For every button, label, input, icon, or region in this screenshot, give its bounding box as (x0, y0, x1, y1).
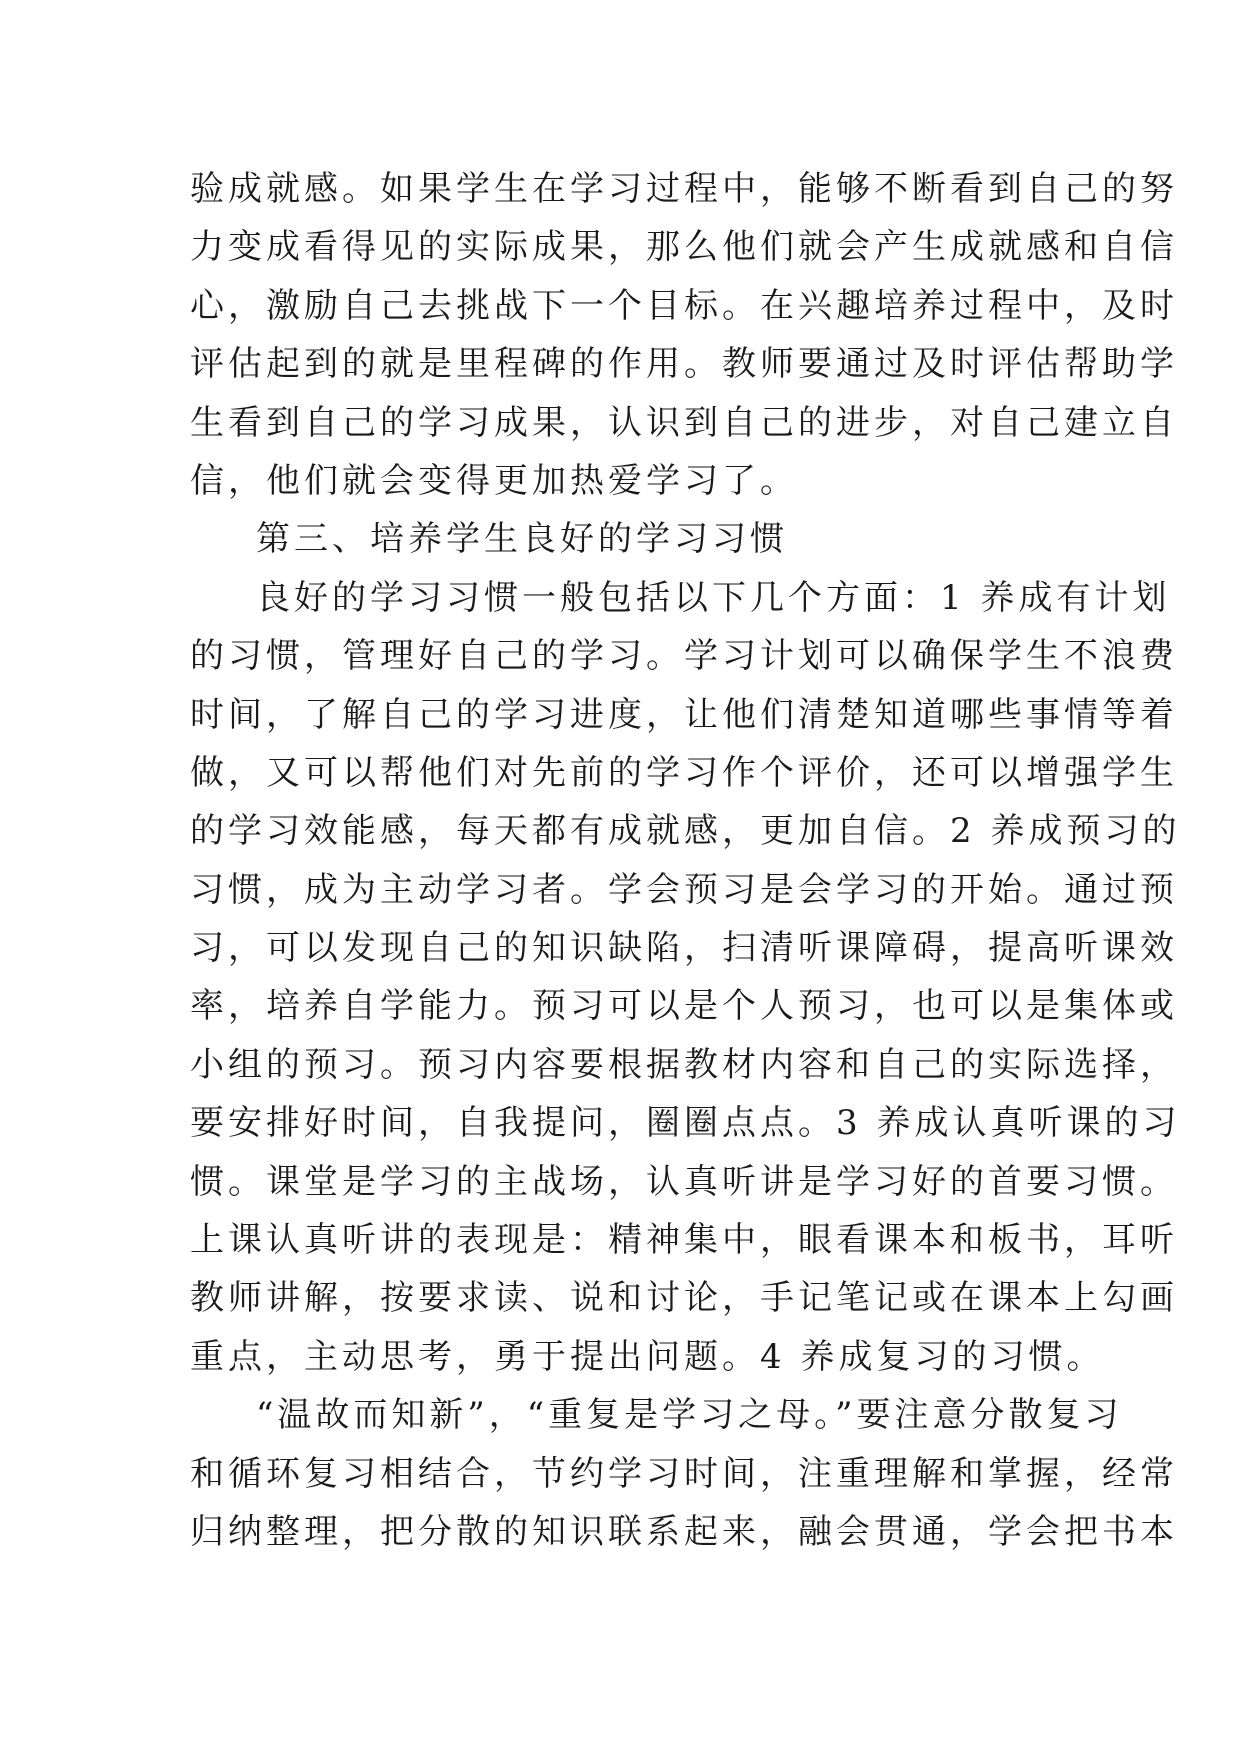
text-line: 率，培养自学能力。预习可以是个人预习，也可以是集体或 (190, 986, 1178, 1027)
text-line: 的习惯，管理好自己的学习。学习计划可以确保学生不浪费 (190, 636, 1178, 677)
text-line: 教师讲解，按要求读、说和讨论，手记笔记或在课本上勾画 (190, 1278, 1178, 1319)
text-line: 小组的预习。预习内容要根据教材内容和自己的实际选择， (190, 1044, 1178, 1085)
section-heading: 第三、培养学生良好的学习习惯 (256, 519, 788, 560)
text-line: 信，他们就会变得更加热爱学习了。 (190, 460, 798, 501)
text-line: 归纳整理，把分散的知识联系起来，融会贯通，学会把书本 (190, 1511, 1178, 1552)
text-line: 的学习效能感，每天都有成就感，更加自信。2 养成预习的 (190, 811, 1181, 852)
text-line: 时间，了解自己的学习进度，让他们清楚知道哪些事情等着 (190, 694, 1178, 735)
text-line: 惯。课堂是学习的主战场，认真听讲是学习好的首要习惯。 (190, 1161, 1178, 1202)
text-line: 力变成看得见的实际成果，那么他们就会产生成就感和自信 (190, 227, 1178, 268)
text-line: 生看到自己的学习成果，认识到自己的进步，对自己建立自 (190, 402, 1178, 443)
text-line: 验成就感。如果学生在学习过程中，能够不断看到自己的努 (190, 169, 1178, 209)
text-line: 心，激励自己去挑战下一个目标。在兴趣培养过程中，及时 (190, 285, 1178, 326)
text-line: 和循环复习相结合，节约学习时间，注重理解和掌握，经常 (190, 1453, 1178, 1494)
body-text (190, 160, 1181, 1561)
text-line: 重点，主动思考，勇于提出问题。4 养成复习的习惯。 (190, 1336, 1105, 1377)
text-line: 要安排好时间，自我提问，圈圈点点。3 养成认真听课的习 (190, 1103, 1181, 1144)
text-line: 做，又可以帮他们对先前的学习作个评价，还可以增强学生 (190, 752, 1178, 793)
text-line: 评估起到的就是里程碑的作用。教师要通过及时评估帮助学 (190, 344, 1178, 385)
text-line: 习惯，成为主动学习者。学会预习是会学习的开始。通过预 (190, 869, 1178, 910)
paragraph-first-line: “温故而知新”，“重复是学习之母。”要注意分散复习 (256, 1395, 1123, 1436)
text-line: 习，可以发现自己的知识缺陷，扫清听课障碍，提高听课效 (190, 928, 1178, 969)
paragraph-first-line: 良好的学习习惯一般包括以下几个方面：1 养成有计划 (256, 577, 1171, 618)
text-line: 上课认真听讲的表现是：精神集中，眼看课本和板书，耳听 (190, 1220, 1178, 1261)
